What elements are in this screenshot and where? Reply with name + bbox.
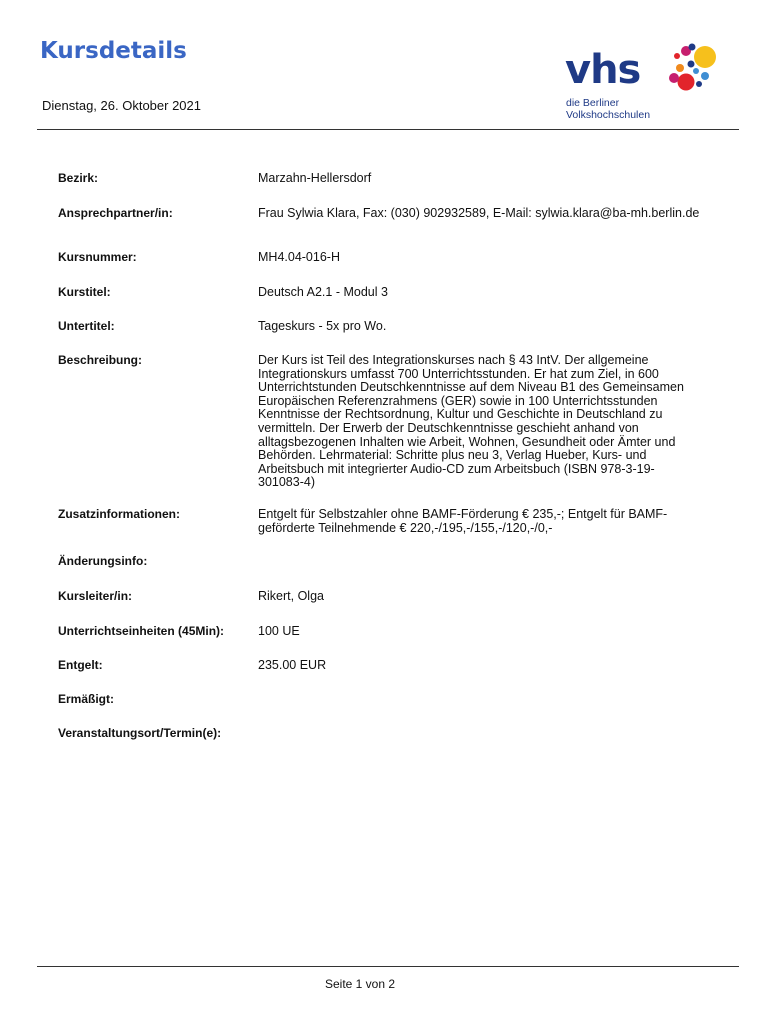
field-value: 235.00 EUR (258, 658, 327, 672)
bottom-divider (37, 966, 739, 967)
field-row-zusatzinformationen (58, 508, 718, 555)
field-row-untertitel (58, 320, 718, 354)
field-row-entgelt (58, 659, 718, 693)
field-label: Ansprechpartner/in: (58, 206, 173, 220)
field-label: Kursnummer: (58, 250, 137, 264)
field-value: Entgelt für Selbstzahler ohne BAMF-Förderung € 235,-; Entgelt für BAMF-geförderte Teilnehmende € 220,-/195,-/155,-/120,-/0,- (258, 507, 668, 535)
field-label: Ermäßigt: (58, 692, 115, 706)
field-value: Rikert, Olga (258, 589, 324, 603)
field-value: Marzahn-Hellersdorf (258, 171, 372, 185)
field-row-ansprechpartner (58, 207, 718, 251)
field-row-beschreibung (58, 354, 718, 508)
field-label: Bezirk: (58, 171, 99, 185)
field-label: Entgelt: (58, 658, 103, 672)
vhs-logo (565, 42, 725, 124)
field-row-kurstitel (58, 286, 718, 320)
document-date: Dienstag, 26. Oktober 2021 (42, 98, 201, 113)
field-label: Beschreibung: (58, 353, 143, 367)
field-value: Deutsch A2.1 - Modul 3 (258, 285, 388, 299)
field-value: 100 UE (258, 624, 300, 638)
field-value: Tageskurs - 5x pro Wo. (258, 319, 387, 333)
field-row-unterrichtseinheiten (58, 625, 718, 659)
course-details-list (58, 172, 718, 761)
logo-subtitle-line1: die Berliner (566, 97, 620, 109)
field-row-bezirk (58, 172, 718, 207)
field-row-aenderungsinfo (58, 555, 718, 590)
field-value: MH4.04-016-H (258, 250, 340, 264)
field-row-veranstaltungsort (58, 727, 718, 761)
field-value: Der Kurs ist Teil des Integrationskurses nach § 43 IntV. Der allgemeine Integrationskurs umfasst 700 Unterrichtsstunden. Er hat zum Ziel, in 600 Unterrichtstunden Deutschkenntnisse auf dem Niveau B1 des Gemeinsamen Europäischen Referenzrahmens (GER) sowie in 100 Unterrichtsstunden Kenntnisse der Rechtsordnung, Kultur und Geschichte in Deutschland zu vermitteln. Der Erwerb der Deutschkenntnisse geschieht anhand von alltagsbezogenen Inhalten wie Arbeit, Wohnen, Gesundheit oder Ämter und Behörden. Lehrmaterial: Schritte plus neu 3, Verlag Hueber, Kurs- und Arbeitsbuch mit integrierter Audio-CD zum Arbeitsbuch (ISBN 978-3-19-301083-4) (258, 353, 684, 490)
field-row-kursnummer (58, 251, 718, 286)
field-label: Untertitel: (58, 319, 115, 333)
field-label: Kurstitel: (58, 285, 111, 299)
field-label: Unterrichtseinheiten (45Min): (58, 624, 225, 638)
field-row-ermaessigt (58, 693, 718, 727)
logo-dots-icon (653, 42, 725, 102)
page-number: Seite 1 von 2 (324, 977, 396, 991)
page-title: Kursdetails (40, 38, 187, 64)
field-value: Frau Sylwia Klara, Fax: (030) 902932589, E-Mail: sylwia.klara@ba-mh.berlin.de (258, 206, 700, 220)
logo-wordmark: vhs (565, 47, 641, 93)
field-row-kursleiter (58, 590, 718, 625)
field-label: Kursleiter/in: (58, 589, 133, 603)
field-label: Veranstaltungsort/Termin(e): (58, 726, 222, 740)
field-label: Zusatzinformationen: (58, 507, 180, 521)
top-divider (37, 129, 739, 130)
logo-subtitle-line2: Volkshochschulen (566, 109, 651, 121)
field-label: Änderungsinfo: (58, 554, 148, 568)
